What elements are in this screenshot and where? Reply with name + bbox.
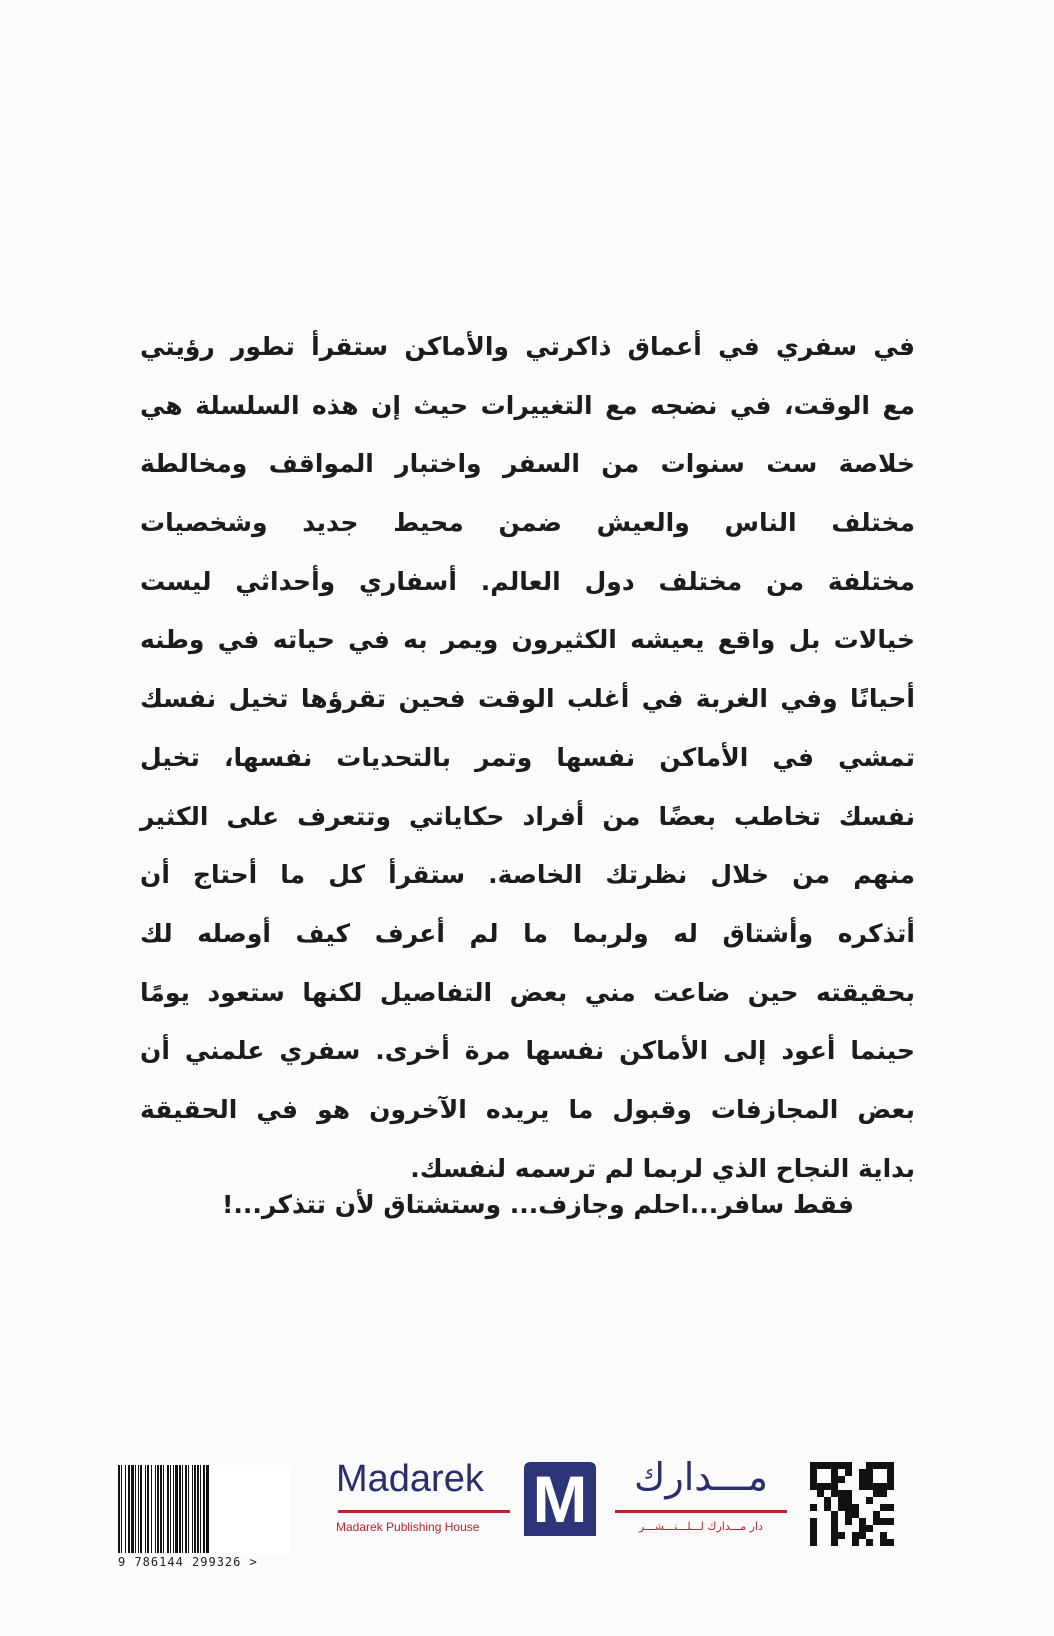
qr-module	[831, 1490, 838, 1497]
qr-module	[817, 1497, 824, 1504]
qr-module	[845, 1504, 852, 1511]
qr-module	[852, 1539, 859, 1546]
qr-module	[831, 1483, 838, 1490]
qr-module	[831, 1539, 838, 1546]
qr-module	[845, 1476, 852, 1483]
qr-module	[831, 1525, 838, 1532]
qr-module	[859, 1539, 866, 1546]
qr-module	[852, 1518, 859, 1525]
qr-module	[866, 1483, 873, 1490]
qr-module	[887, 1532, 894, 1539]
qr-module	[887, 1518, 894, 1525]
qr-module	[866, 1490, 873, 1497]
blurb-line: خلاصة ست سنوات من السفر واختبار المواقف ومخالطة	[140, 449, 915, 479]
qr-module	[824, 1532, 831, 1539]
qr-module	[866, 1504, 873, 1511]
barcode-bar	[209, 1465, 210, 1553]
qr-module	[866, 1525, 873, 1532]
isbn-barcode	[118, 1465, 290, 1570]
publisher-subtitle-en: Madarek Publishing House	[336, 1520, 480, 1534]
qr-module	[810, 1483, 817, 1490]
blurb-line: بعض المجازفات وقبول ما يريده الآخرون هو في الحقيقة	[140, 1094, 915, 1124]
qr-module	[810, 1462, 817, 1469]
qr-module	[852, 1511, 859, 1518]
qr-module	[810, 1469, 817, 1476]
qr-module	[831, 1469, 838, 1476]
blurb-line: بحقيقته حين ضاعت مني بعض التفاصيل لكنها ستعود يومًا	[140, 977, 915, 1007]
qr-module	[887, 1497, 894, 1504]
qr-module	[831, 1462, 838, 1469]
qr-module	[824, 1511, 831, 1518]
qr-module	[810, 1476, 817, 1483]
publisher-name-en: Madarek	[336, 1458, 484, 1500]
qr-module	[817, 1525, 824, 1532]
qr-module	[817, 1511, 824, 1518]
qr-module	[866, 1539, 873, 1546]
qr-module	[824, 1497, 831, 1504]
qr-module	[838, 1539, 845, 1546]
qr-module	[873, 1525, 880, 1532]
qr-module	[838, 1504, 845, 1511]
qr-module	[887, 1490, 894, 1497]
qr-module	[838, 1532, 845, 1539]
blurb-line: مختلف الناس والعيش ضمن محيط جديد وشخصيات	[140, 508, 915, 538]
qr-module	[845, 1490, 852, 1497]
qr-module	[824, 1525, 831, 1532]
qr-module	[824, 1539, 831, 1546]
qr-module	[859, 1462, 866, 1469]
qr-module	[873, 1539, 880, 1546]
logo-underline-ar	[615, 1510, 787, 1513]
qr-module	[859, 1532, 866, 1539]
qr-module	[887, 1483, 894, 1490]
barcode-bars	[118, 1465, 290, 1553]
qr-module	[831, 1511, 838, 1518]
blurb-line: خيالات بل واقع يعيشه الكثيرون ويمر به في حياته في وطنه	[140, 625, 915, 655]
qr-code	[810, 1462, 894, 1546]
qr-module	[838, 1518, 845, 1525]
qr-module	[824, 1469, 831, 1476]
qr-module	[852, 1483, 859, 1490]
qr-module	[887, 1504, 894, 1511]
qr-module	[824, 1504, 831, 1511]
qr-module	[859, 1483, 866, 1490]
qr-module	[845, 1462, 852, 1469]
blurb-line: حينما أعود إلى الأماكن نفسها مرة أخرى. سفري علمني أن	[140, 1036, 915, 1066]
qr-module	[845, 1497, 852, 1504]
qr-module	[873, 1469, 880, 1476]
qr-module	[852, 1497, 859, 1504]
qr-module	[859, 1469, 866, 1476]
qr-module	[880, 1532, 887, 1539]
qr-module	[817, 1490, 824, 1497]
qr-module	[880, 1525, 887, 1532]
qr-module	[810, 1511, 817, 1518]
qr-module	[873, 1518, 880, 1525]
qr-module	[866, 1476, 873, 1483]
blurb-line: أتذكره وأشتاق له ولربما ما لم أعرف كيف أوصله لك	[140, 918, 915, 948]
qr-module	[838, 1525, 845, 1532]
blurb-line: منهم من خلال نظرتك الخاصة. ستقرأ كل ما أحتاج أن	[140, 860, 915, 890]
qr-module	[873, 1462, 880, 1469]
qr-module	[838, 1483, 845, 1490]
qr-module	[831, 1497, 838, 1504]
qr-module	[866, 1532, 873, 1539]
qr-module	[824, 1518, 831, 1525]
qr-module	[873, 1490, 880, 1497]
blurb-line: في سفري في أعماق ذاكرتي والأماكن ستقرأ تطور رؤيتي	[140, 332, 915, 361]
qr-module	[866, 1511, 873, 1518]
qr-module	[824, 1483, 831, 1490]
publisher-subtitle-ar: دار مـــدارك لـــلـــنـــشـــر	[639, 1520, 763, 1533]
blurb-line: أحيانًا وفي الغربة في أغلب الوقت فحين تقرؤها تخيل نفسك	[140, 684, 915, 714]
publisher-logo-mark: M	[524, 1462, 596, 1536]
qr-module	[810, 1518, 817, 1525]
qr-module	[817, 1532, 824, 1539]
qr-module	[887, 1525, 894, 1532]
qr-module	[845, 1518, 852, 1525]
qr-module	[810, 1497, 817, 1504]
qr-module	[880, 1511, 887, 1518]
qr-module	[859, 1511, 866, 1518]
qr-module	[810, 1490, 817, 1497]
qr-module	[859, 1504, 866, 1511]
qr-module	[880, 1518, 887, 1525]
qr-module	[880, 1497, 887, 1504]
qr-module	[873, 1511, 880, 1518]
qr-module	[845, 1532, 852, 1539]
qr-module	[887, 1469, 894, 1476]
qr-module	[817, 1504, 824, 1511]
qr-module	[852, 1490, 859, 1497]
qr-module	[852, 1504, 859, 1511]
qr-module	[831, 1504, 838, 1511]
qr-module	[817, 1483, 824, 1490]
qr-module	[859, 1497, 866, 1504]
qr-module	[866, 1497, 873, 1504]
qr-module	[824, 1490, 831, 1497]
blurb-line: نفسك تخاطب بعضًا من أفراد حكاياتي وتتعرف على الكثير	[140, 801, 915, 831]
qr-module	[887, 1462, 894, 1469]
qr-module	[880, 1476, 887, 1483]
qr-module	[859, 1518, 866, 1525]
qr-module	[817, 1518, 824, 1525]
qr-module	[838, 1469, 845, 1476]
qr-module	[859, 1476, 866, 1483]
qr-module	[873, 1504, 880, 1511]
qr-module	[873, 1497, 880, 1504]
blurb-line: تمشي في الأماكن نفسها وتمر بالتحديات نفسها، تخيل	[140, 742, 915, 772]
qr-module	[873, 1532, 880, 1539]
qr-module	[859, 1490, 866, 1497]
qr-module	[817, 1469, 824, 1476]
qr-module	[880, 1504, 887, 1511]
qr-module	[852, 1469, 859, 1476]
qr-module	[845, 1511, 852, 1518]
qr-module	[880, 1490, 887, 1497]
qr-module	[831, 1532, 838, 1539]
qr-module	[845, 1525, 852, 1532]
logo-underline	[338, 1510, 510, 1513]
qr-module	[831, 1476, 838, 1483]
qr-module	[817, 1539, 824, 1546]
qr-module	[887, 1511, 894, 1518]
qr-module	[873, 1476, 880, 1483]
back-cover-blurb	[140, 318, 915, 1198]
closing-line: فقط سافر...احلم وجازف... وستشتاق لأن تتذكر...!	[222, 1190, 854, 1219]
qr-module	[880, 1483, 887, 1490]
qr-module	[845, 1469, 852, 1476]
qr-module	[866, 1518, 873, 1525]
qr-module	[838, 1476, 845, 1483]
qr-module	[852, 1532, 859, 1539]
qr-module	[880, 1539, 887, 1546]
qr-module	[880, 1469, 887, 1476]
qr-module	[838, 1490, 845, 1497]
qr-module	[817, 1476, 824, 1483]
qr-module	[810, 1539, 817, 1546]
blurb-line: مختلفة من مختلف دول العالم. أسفاري وأحداثي ليست	[140, 566, 915, 596]
qr-module	[887, 1476, 894, 1483]
blurb-line: بداية النجاح الذي لربما لم ترسمه لنفسك.	[410, 1153, 915, 1183]
qr-module	[852, 1525, 859, 1532]
qr-module	[852, 1476, 859, 1483]
qr-module	[859, 1525, 866, 1532]
blurb-line: مع الوقت، في نضجه مع التغييرات حيث إن هذه السلسلة هي	[140, 390, 915, 420]
qr-module	[845, 1539, 852, 1546]
qr-module	[817, 1462, 824, 1469]
qr-module	[866, 1469, 873, 1476]
qr-module	[880, 1462, 887, 1469]
qr-module	[810, 1532, 817, 1539]
qr-module	[831, 1518, 838, 1525]
isbn-number: 9 786144 299326 >	[118, 1555, 258, 1569]
qr-module	[838, 1511, 845, 1518]
qr-module	[873, 1483, 880, 1490]
publisher-name-ar: مـــدارك	[634, 1455, 768, 1499]
qr-module	[810, 1525, 817, 1532]
qr-module	[824, 1476, 831, 1483]
qr-module	[838, 1497, 845, 1504]
qr-module	[838, 1462, 845, 1469]
qr-module	[824, 1462, 831, 1469]
qr-module	[852, 1462, 859, 1469]
qr-module	[845, 1483, 852, 1490]
qr-module	[887, 1539, 894, 1546]
qr-module	[810, 1504, 817, 1511]
qr-module	[866, 1462, 873, 1469]
